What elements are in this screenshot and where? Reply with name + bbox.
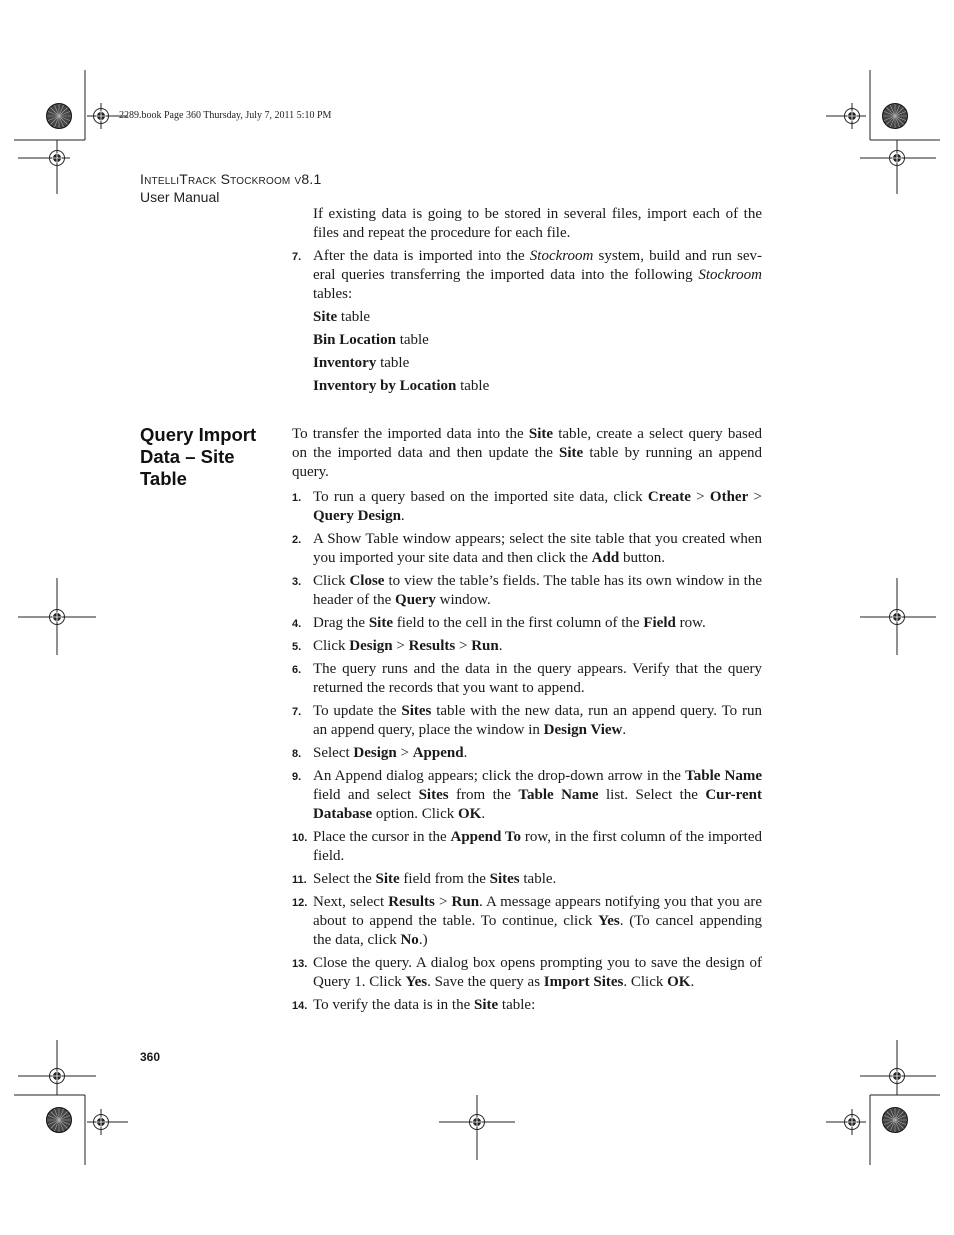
text-run: Drag the bbox=[313, 615, 369, 631]
text-run: row. bbox=[675, 615, 706, 631]
ui-term: Query bbox=[395, 592, 436, 608]
step-text bbox=[313, 871, 556, 887]
text-run: > bbox=[455, 638, 472, 654]
step-item bbox=[292, 614, 762, 633]
text-run: . A message appears notifying you that you are about to append the table. To continue, click bbox=[313, 894, 763, 929]
text-run: . bbox=[481, 806, 486, 822]
ui-term: Sites bbox=[401, 703, 432, 719]
ui-term: Table Name bbox=[685, 768, 763, 784]
text-run: Place the cursor in the bbox=[313, 829, 451, 845]
ui-term: Site bbox=[474, 997, 499, 1013]
ui-term: Results bbox=[388, 894, 435, 910]
text-run: field to the cell in the first column of the bbox=[392, 615, 644, 631]
text-run: To transfer the imported data into the bbox=[292, 426, 529, 442]
text-run: > bbox=[434, 894, 452, 910]
step-item bbox=[292, 893, 762, 950]
product-name: Stockroom bbox=[698, 267, 762, 283]
text-run: button. bbox=[619, 550, 666, 566]
step-text bbox=[313, 615, 706, 631]
step-text bbox=[313, 248, 762, 302]
ui-term: No bbox=[400, 932, 419, 948]
ui-term: Site bbox=[528, 426, 554, 442]
text-run: . bbox=[690, 974, 695, 990]
step-item bbox=[292, 637, 762, 656]
text-run: > bbox=[392, 638, 409, 654]
step-item bbox=[292, 767, 762, 824]
text-run: . bbox=[463, 745, 468, 761]
step-item bbox=[292, 996, 762, 1015]
running-head bbox=[140, 170, 321, 206]
text-run: . Save the query as bbox=[427, 974, 544, 990]
text-run: An Append dialog appears; click the drop-down arrow in the bbox=[313, 768, 686, 784]
text-run: > bbox=[690, 489, 710, 505]
step-number: 10. bbox=[292, 832, 308, 844]
table-list bbox=[292, 308, 762, 396]
ui-term: Site bbox=[368, 615, 393, 631]
step-number: 12. bbox=[292, 897, 308, 909]
body-column bbox=[292, 205, 762, 1019]
text-run: to view the table’s fields. The table has its own window in the header of the bbox=[313, 573, 762, 608]
text-run: row, in the first column of the imported field. bbox=[313, 829, 762, 864]
ui-term: Append bbox=[412, 745, 464, 761]
text-run: . bbox=[400, 508, 405, 524]
text-run: > bbox=[748, 489, 762, 505]
step-text bbox=[313, 955, 762, 990]
table-line bbox=[313, 354, 762, 373]
text-run: table by running an append query. bbox=[292, 445, 762, 480]
table-name: Site bbox=[313, 309, 338, 325]
step-text bbox=[313, 703, 762, 738]
text-run: To run a query based on the imported site data, click bbox=[313, 489, 648, 505]
text-run: To update the bbox=[313, 703, 402, 719]
ui-term: Sites bbox=[418, 787, 449, 803]
text-run: . bbox=[622, 722, 627, 738]
section-intro bbox=[292, 425, 762, 482]
text-run: Select bbox=[313, 745, 354, 761]
step-text bbox=[313, 531, 762, 566]
step-item bbox=[292, 488, 762, 526]
text-run: table with the new data, run an append query. To run an append query, place the window in bbox=[313, 703, 762, 738]
step-number: 7. bbox=[292, 706, 302, 718]
intro-paragraph: If existing data is going to be stored in several files, import each of the files and repeat the procedure for each file. bbox=[313, 206, 762, 241]
ui-term: OK bbox=[458, 806, 482, 822]
ui-term: Run bbox=[451, 894, 480, 910]
step-number: 6. bbox=[292, 664, 302, 676]
step-number: 1. bbox=[292, 492, 302, 504]
step-number: 7. bbox=[292, 251, 302, 263]
step-text bbox=[313, 768, 762, 822]
manual-subtitle: User Manual bbox=[140, 189, 220, 205]
text-run: Click bbox=[313, 573, 350, 589]
product-name: Stockroom bbox=[529, 248, 594, 264]
text-run: Click bbox=[313, 638, 350, 654]
text-run: table: bbox=[498, 997, 536, 1013]
text-run: system, build and run sev-eral queries transferring the imported data into the following bbox=[313, 248, 762, 283]
section-heading: Query Import Data – Site Table bbox=[140, 424, 257, 489]
text-run: from the bbox=[448, 787, 519, 803]
ui-term: Yes bbox=[405, 974, 428, 990]
ui-term: Design bbox=[349, 638, 393, 654]
ui-term: Design View bbox=[543, 722, 623, 738]
step-text bbox=[313, 573, 762, 608]
step-number: 3. bbox=[292, 576, 302, 588]
table-name: Inventory by Location bbox=[313, 378, 457, 394]
step-number: 8. bbox=[292, 748, 302, 760]
step-item bbox=[292, 530, 762, 568]
ui-term: Query Design bbox=[313, 508, 401, 524]
text-run: option. Click bbox=[372, 806, 459, 822]
step-item bbox=[292, 828, 762, 866]
ui-term: Table Name bbox=[518, 787, 599, 803]
step-list bbox=[292, 488, 762, 1015]
step-text bbox=[313, 894, 762, 948]
ui-term: Site bbox=[375, 871, 400, 887]
ui-term: Import Sites bbox=[543, 974, 624, 990]
table-name: Bin Location bbox=[313, 332, 396, 348]
step-number: 2. bbox=[292, 534, 302, 546]
text-run: The query runs and the data in the query appears. Verify that the query returned the records that you want to append. bbox=[313, 661, 762, 696]
text-run: list. Select the bbox=[598, 787, 706, 803]
step-item bbox=[292, 870, 762, 889]
product-title: IntelliTrack Stockroom v8.1 bbox=[140, 171, 322, 187]
text-run: tables: bbox=[313, 286, 353, 302]
text-run: . bbox=[498, 638, 503, 654]
text-run: To verify the data is in the bbox=[313, 997, 474, 1013]
ui-term: Design bbox=[353, 745, 397, 761]
table-suffix: table bbox=[376, 355, 410, 371]
step-number: 14. bbox=[292, 1000, 308, 1012]
step-text bbox=[313, 638, 502, 654]
ui-term: Cur-rent Database bbox=[313, 787, 762, 822]
text-run: field and select bbox=[313, 787, 419, 803]
step-item bbox=[292, 660, 762, 698]
table-line bbox=[313, 331, 762, 350]
ui-term: Results bbox=[408, 638, 456, 654]
step-text bbox=[313, 489, 762, 524]
text-run: A Show Table window appears; select the site table that you created when you imported your site data and then click the bbox=[313, 531, 762, 566]
step-item bbox=[292, 954, 762, 992]
ui-term: Yes bbox=[598, 913, 620, 929]
step-item bbox=[292, 744, 762, 763]
step-number: 4. bbox=[292, 618, 302, 630]
step-item bbox=[292, 572, 762, 610]
ui-term: Sites bbox=[489, 871, 520, 887]
ui-term: Append To bbox=[450, 829, 522, 845]
step-7-intro bbox=[292, 247, 762, 304]
step-item bbox=[292, 702, 762, 740]
step-text bbox=[313, 829, 762, 864]
text-run: . Click bbox=[623, 974, 668, 990]
step-number: 13. bbox=[292, 958, 308, 970]
step-text bbox=[313, 997, 535, 1013]
ui-term: Close bbox=[349, 573, 385, 589]
ui-term: OK bbox=[667, 974, 691, 990]
ui-term: Create bbox=[647, 489, 691, 505]
text-run: window. bbox=[435, 592, 491, 608]
text-run: .) bbox=[418, 932, 428, 948]
print-slug: 2289.book Page 360 Thursday, July 7, 2011 5:10 PM bbox=[119, 110, 332, 121]
step-number: 5. bbox=[292, 641, 302, 653]
text-run: field from the bbox=[399, 871, 490, 887]
text-run: Select the bbox=[313, 871, 376, 887]
text-run: After the data is imported into the bbox=[313, 248, 530, 264]
ui-term: Other bbox=[709, 489, 749, 505]
table-name: Inventory bbox=[313, 355, 377, 371]
page-number: 360 bbox=[140, 1050, 161, 1064]
text-run: table, create a select query based on the imported data and then update the bbox=[292, 426, 762, 461]
step-number: 9. bbox=[292, 771, 302, 783]
table-suffix: table bbox=[456, 378, 490, 394]
step-number: 11. bbox=[292, 874, 307, 886]
text-run: . (To cancel appending the data, click bbox=[313, 913, 762, 948]
text-run: > bbox=[396, 745, 413, 761]
table-line bbox=[313, 377, 762, 396]
table-suffix: table bbox=[337, 309, 371, 325]
ui-term: Add bbox=[591, 550, 620, 566]
ui-term: Run bbox=[471, 638, 499, 654]
ui-term: Site bbox=[559, 445, 584, 461]
table-suffix: table bbox=[395, 332, 429, 348]
table-line bbox=[313, 308, 762, 327]
text-run: Close the query. A dialog box opens prompting you to save the design of Query 1. Click bbox=[313, 955, 762, 990]
text-run: Next, select bbox=[313, 894, 389, 910]
ui-term: Field bbox=[643, 615, 676, 631]
text-run: table. bbox=[519, 871, 557, 887]
step-text bbox=[313, 661, 762, 696]
step-text bbox=[313, 745, 467, 761]
